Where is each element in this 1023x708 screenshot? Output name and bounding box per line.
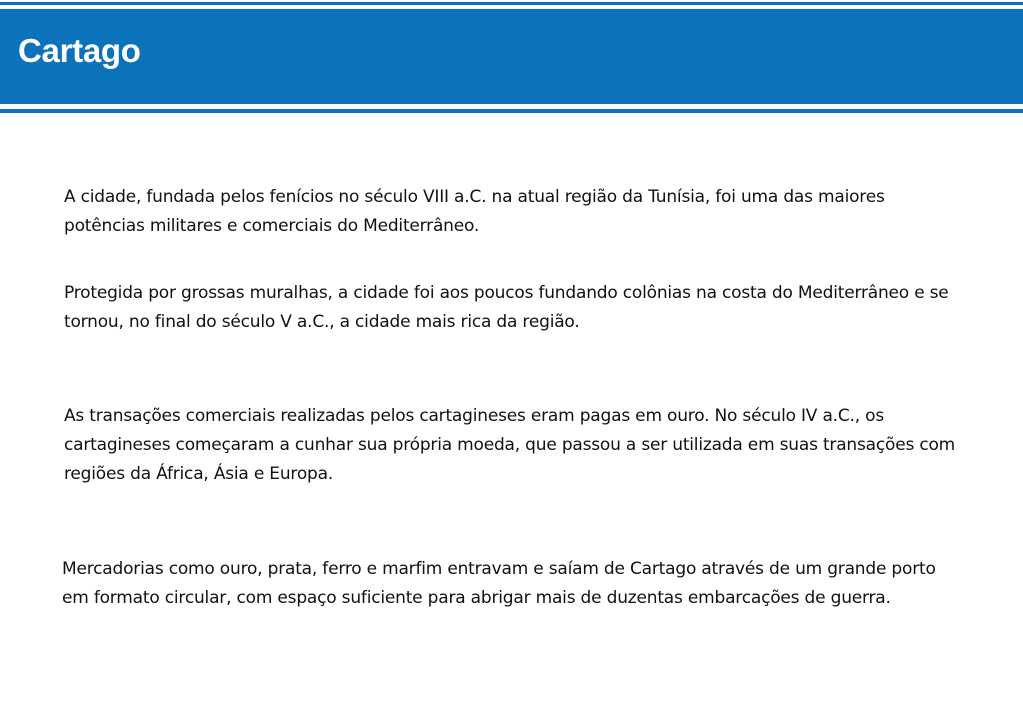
paragraph-foundation: A cidade, fundada pelos fenícios no século VIII a.C. na atual região da Tunísia, foi uma das maiores potências militares e comerciais do Mediterrâneo. [64,187,885,236]
title-bar [0,9,1023,104]
paragraph-trade-coinage: As transações comerciais realizadas pelos cartagineses eram pagas em ouro. No século IV a.C., os cartagineses começaram a cunhar sua própria moeda, que passou a ser utilizada em suas transações com regiões da África, Ásia e Europa. [64,406,956,484]
header-bottom-rule [0,109,1023,113]
header-top-rule [0,2,1023,5]
paragraph-merchandise-port: Mercadorias como ouro, prata, ferro e marfim entravam e saíam de Cartago através de um grande porto em formato circular, com espaço suficiente para abrigar mais de duzentas embarcações de guerra. [62,559,936,608]
slide-title: Cartago [18,32,141,69]
paragraph-walls-colonies: Protegida por grossas muralhas, a cidade foi aos poucos fundando colônias na costa do Mediterrâneo e se tornou, no final do século V a.C., a cidade mais rica da região. [64,283,949,332]
